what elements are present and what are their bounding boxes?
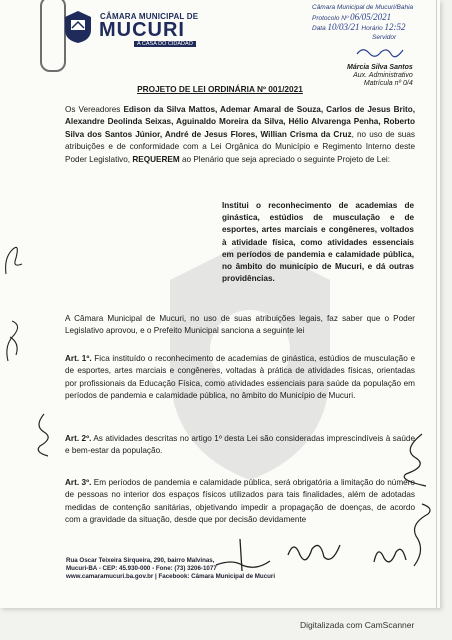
article-2-label: Art. 2º.: [65, 434, 92, 443]
protocol-stamp: [312, 4, 436, 42]
article-2-text: As atividades descritas no artigo 1º desta Lei são consideradas imprescindíveis à saúde e bem-estar da população.: [65, 434, 415, 456]
councillor-names: Edison da Silva Mattos, Ademar Amaral de Souza, Carlos de Jesus Brito, Alexandre Deolinda Seixas, Aguinaldo Moreira da Silva, Hélio Alvarenga Penha, Roberto Silva dos Santos Júnior, André de Jesus Flores, Willian Crisma da Cruz: [65, 105, 415, 139]
signer-name: Márcia Silva Santos: [347, 64, 413, 71]
stamp-line-servidor: Servidor: [372, 33, 397, 41]
chamber-name-big: MUCURI: [99, 19, 185, 41]
margin-signature-2-icon: [2, 315, 26, 365]
footer-signature-2-icon: [284, 535, 344, 569]
document-title: PROJETO DE LEI ORDINÁRIA Nº 001/2021: [137, 84, 303, 94]
article-1: [65, 353, 415, 403]
signer-registration: Matrícula nº 0/4: [363, 80, 413, 87]
chamber-name-small: CÂMARA MUNICIPAL DE: [100, 12, 199, 21]
signer-role: Aux. Administrativo: [353, 72, 413, 79]
margin-signature-3-icon: [30, 412, 58, 458]
article-3: [65, 477, 415, 527]
stamp-date: 10/03/21: [327, 22, 360, 32]
stamp-signature-icon: [355, 44, 405, 58]
scanner-watermark: Digitalizada com CamScanner: [300, 620, 415, 630]
stamp-line-protocol: Protocolo Nº 06/05/2021: [312, 11, 392, 22]
stamp-time: 12:52: [384, 22, 406, 32]
article-1-label: Art. 1º.: [65, 354, 92, 363]
article-3-text: Em períodos de pandemia e calamidade pública, será obrigatória a limitação do número de pessoas no interior dos espaços físicos utilizados para tais finalidades, além de adotadas medidas de contenção sanitárias, objetivando impedir a propagação de doenças, de acordo com a gravidade da situação, desde que por decisão devidamente: [65, 478, 415, 525]
margin-signature-1-icon: [2, 238, 26, 278]
stamp-line-date: Data 10/03/21 Horário 12:52: [312, 22, 406, 32]
article-3-label: Art. 3º.: [65, 478, 92, 487]
footer-street: Rua Oscar Teixeira Sirqueira, 290, bairro Malvinas,: [66, 557, 215, 564]
chamber-logo-icon: [63, 10, 93, 44]
article-1-text: Fica instituído o reconhecimento de academias de ginástica, estúdios de musculação e de esportes, artes marciais e congêneres, voltadas à prática de atividades físicas, orientadas por profissionais da Educação Física, como atividades essenciais para saúde da população em períodos de pandemia e calamidade pública, no âmbito do Município de Mucuri.: [65, 354, 415, 401]
intro-paragraph: Os Vereadores Edison da Silva Mattos, Ademar Amaral de Souza, Carlos de Jesus Brito, Alexandre Deolinda Seixas, Aguinaldo Moreira da Silva, Hélio Alvarenga Penha, Roberto Silva dos Santos Júnior, André de Jesus Flores, Willian Crisma da Cruz, no uso de suas atribuições e de conformidade com a Lei Orgânica do Município e Regimento Interno deste Poder Legislativo, REQUEREM ao Plenário que seja apreciado o seguinte Projeto de Lei:: [65, 105, 415, 164]
footer-address: [66, 557, 275, 580]
stamp-line-chamber: Câmara Municipal de Mucuri/Bahia: [312, 4, 414, 11]
footer-signature-3-icon: [370, 540, 410, 570]
margin-signature-4-icon: [392, 430, 432, 490]
footer-web: www.camaramucuri.ba.gov.br | Facebook: Câmara Municipal de Mucuri: [66, 572, 276, 580]
chamber-tagline: A CASA DO CIDADÃO: [134, 41, 196, 47]
article-2: [65, 433, 415, 458]
stamp-protocol-number: 06/05/2021: [350, 11, 392, 22]
margin-signature-5-icon: [406, 500, 436, 570]
bill-summary: Institui o reconhecimento de academias de ginástica, estúdios de musculação e de esportes, artes marciais e congêneres, voltados à atividade física, como atividades essenciais em períodos de pandemia e calamidade pública, no âmbito do município de Mucuri, e dá outras providências.: [222, 201, 414, 284]
requerem-word: REQUEREM: [132, 154, 180, 164]
enactment-clause: A Câmara Municipal de Mucuri, no uso de suas atribuições legais, faz saber que o Poder Legislativo aprovou, e o Prefeito Municipal sanciona a seguinte lei: [65, 314, 415, 336]
footer-contact: Mucuri-BA - CEP: 45.930-000 - Fone: (73) 3206-1077: [66, 564, 217, 572]
